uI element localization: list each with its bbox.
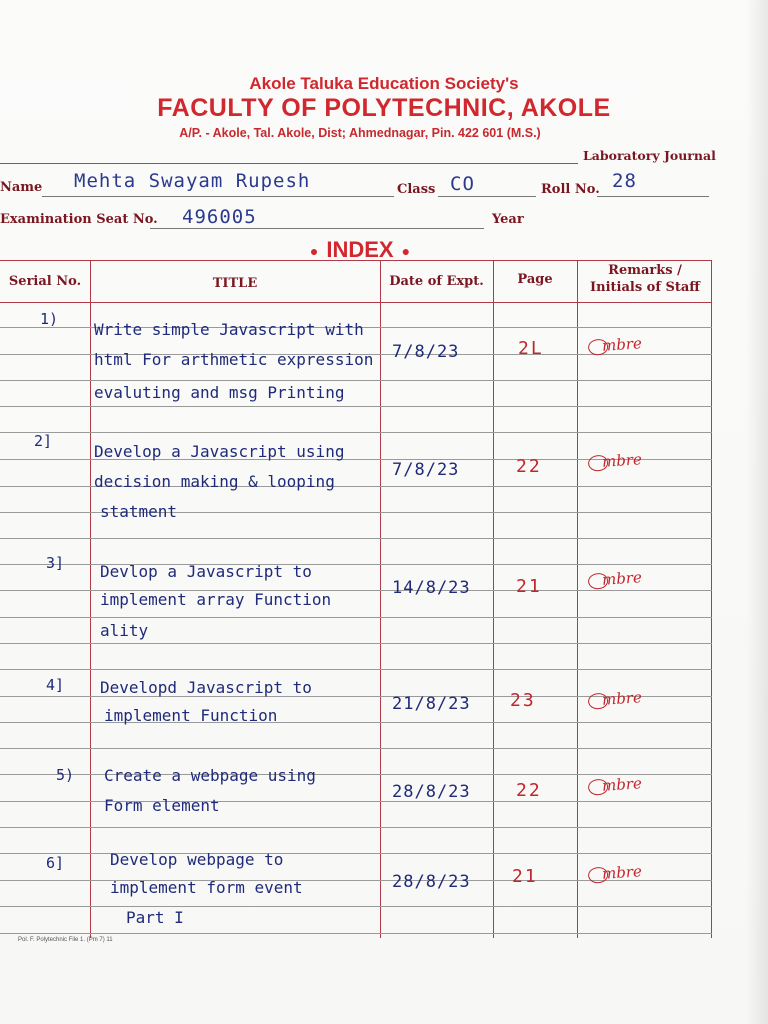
entry-date: 21/8/23 <box>392 694 471 714</box>
entry-page: 22 <box>516 456 542 477</box>
entry-title-line: implement array Function <box>100 590 332 609</box>
society-name: Akole Taluka Education Society's <box>249 74 519 93</box>
entry-serial: 4] <box>46 676 65 694</box>
bullet-icon: ● <box>309 243 319 260</box>
roll-value: 28 <box>612 170 637 192</box>
entry-title-line: decision making & looping <box>94 472 335 491</box>
journal-label: Laboratory Journal <box>583 148 716 163</box>
class-value: CO <box>450 173 475 195</box>
entry-date: 14/8/23 <box>392 578 471 598</box>
entry-date: 28/8/23 <box>392 782 471 802</box>
page-edge-shadow <box>746 0 768 1024</box>
column-header-page: Page <box>517 272 553 287</box>
entry-serial: 6] <box>46 854 65 872</box>
entry-page: 22 <box>516 780 542 801</box>
entry-page: 21 <box>516 576 542 597</box>
column-header-title: TITLE <box>212 276 258 291</box>
staff-initials: mbre <box>587 862 642 884</box>
journal-divider <box>0 163 578 164</box>
entry-serial: 5) <box>56 766 75 784</box>
entry-title-line: html For arthmetic expression <box>94 350 374 369</box>
entry-page: 21 <box>512 866 538 887</box>
bullet-icon: ● <box>401 243 411 260</box>
form-code: Pol. F. Polytechnic File 1. (Pm 7) 11 <box>18 937 113 943</box>
seat-value: 496005 <box>182 206 257 228</box>
institute-address: A/P. - Akole, Tal. Akole, Dist; Ahmednagar, Pin. 422 601 (M.S.) <box>179 126 541 140</box>
year-label: Year <box>492 212 524 227</box>
entry-date: 28/8/23 <box>392 872 471 892</box>
entry-page: 23 <box>510 690 536 711</box>
column-header-serial: Serial No. <box>8 274 82 289</box>
seat-label: Examination Seat No. <box>0 212 158 227</box>
entry-title-line: evaluting and msg Printing <box>94 383 345 402</box>
staff-initials: mbre <box>587 774 642 796</box>
entry-title-line: Form element <box>104 796 220 815</box>
student-name: Mehta Swayam Rupesh <box>74 170 311 192</box>
entry-serial: 1) <box>40 310 59 328</box>
class-label: Class <box>397 182 436 197</box>
entry-serial: 2] <box>34 432 53 450</box>
seat-underline <box>150 228 484 229</box>
staff-initials: mbre <box>587 334 642 356</box>
entry-title-line: Developd Javascript to <box>100 678 312 697</box>
entry-title-line: Develop a Javascript using <box>94 442 345 461</box>
roll-label: Roll No. <box>541 182 600 197</box>
entry-title-line: implement Function <box>104 706 278 725</box>
index-heading: INDEX <box>326 237 394 262</box>
entry-serial: 3] <box>46 554 65 572</box>
entry-title-line: Devlop a Javascript to <box>100 562 312 581</box>
column-header-remarks: Remarks / Initials of Staff <box>590 263 700 295</box>
faculty-title: FACULTY OF POLYTECHNIC, AKOLE <box>157 94 611 122</box>
column-header-date: Date of Expt. <box>389 274 484 289</box>
name-label: Name <box>0 180 43 195</box>
staff-initials: mbre <box>587 688 642 710</box>
entry-title-line: Write simple Javascript with <box>94 320 364 339</box>
entry-title-line: Develop webpage to <box>110 850 284 869</box>
class-underline <box>438 196 536 197</box>
entry-title-line: Part I <box>126 908 184 927</box>
entry-page: 2L <box>518 338 544 359</box>
entry-title-line: Create a webpage using <box>104 766 316 785</box>
entry-title-line: ality <box>100 621 149 640</box>
entry-date: 7/8/23 <box>392 342 460 362</box>
roll-underline <box>597 196 709 197</box>
staff-initials: mbre <box>587 450 642 472</box>
entry-title-line: statment <box>100 502 178 521</box>
name-underline <box>42 196 394 197</box>
staff-initials: mbre <box>587 568 642 590</box>
index-title <box>0 237 720 263</box>
entry-title-line: implement form event <box>110 878 303 897</box>
entry-date: 7/8/23 <box>392 460 460 480</box>
